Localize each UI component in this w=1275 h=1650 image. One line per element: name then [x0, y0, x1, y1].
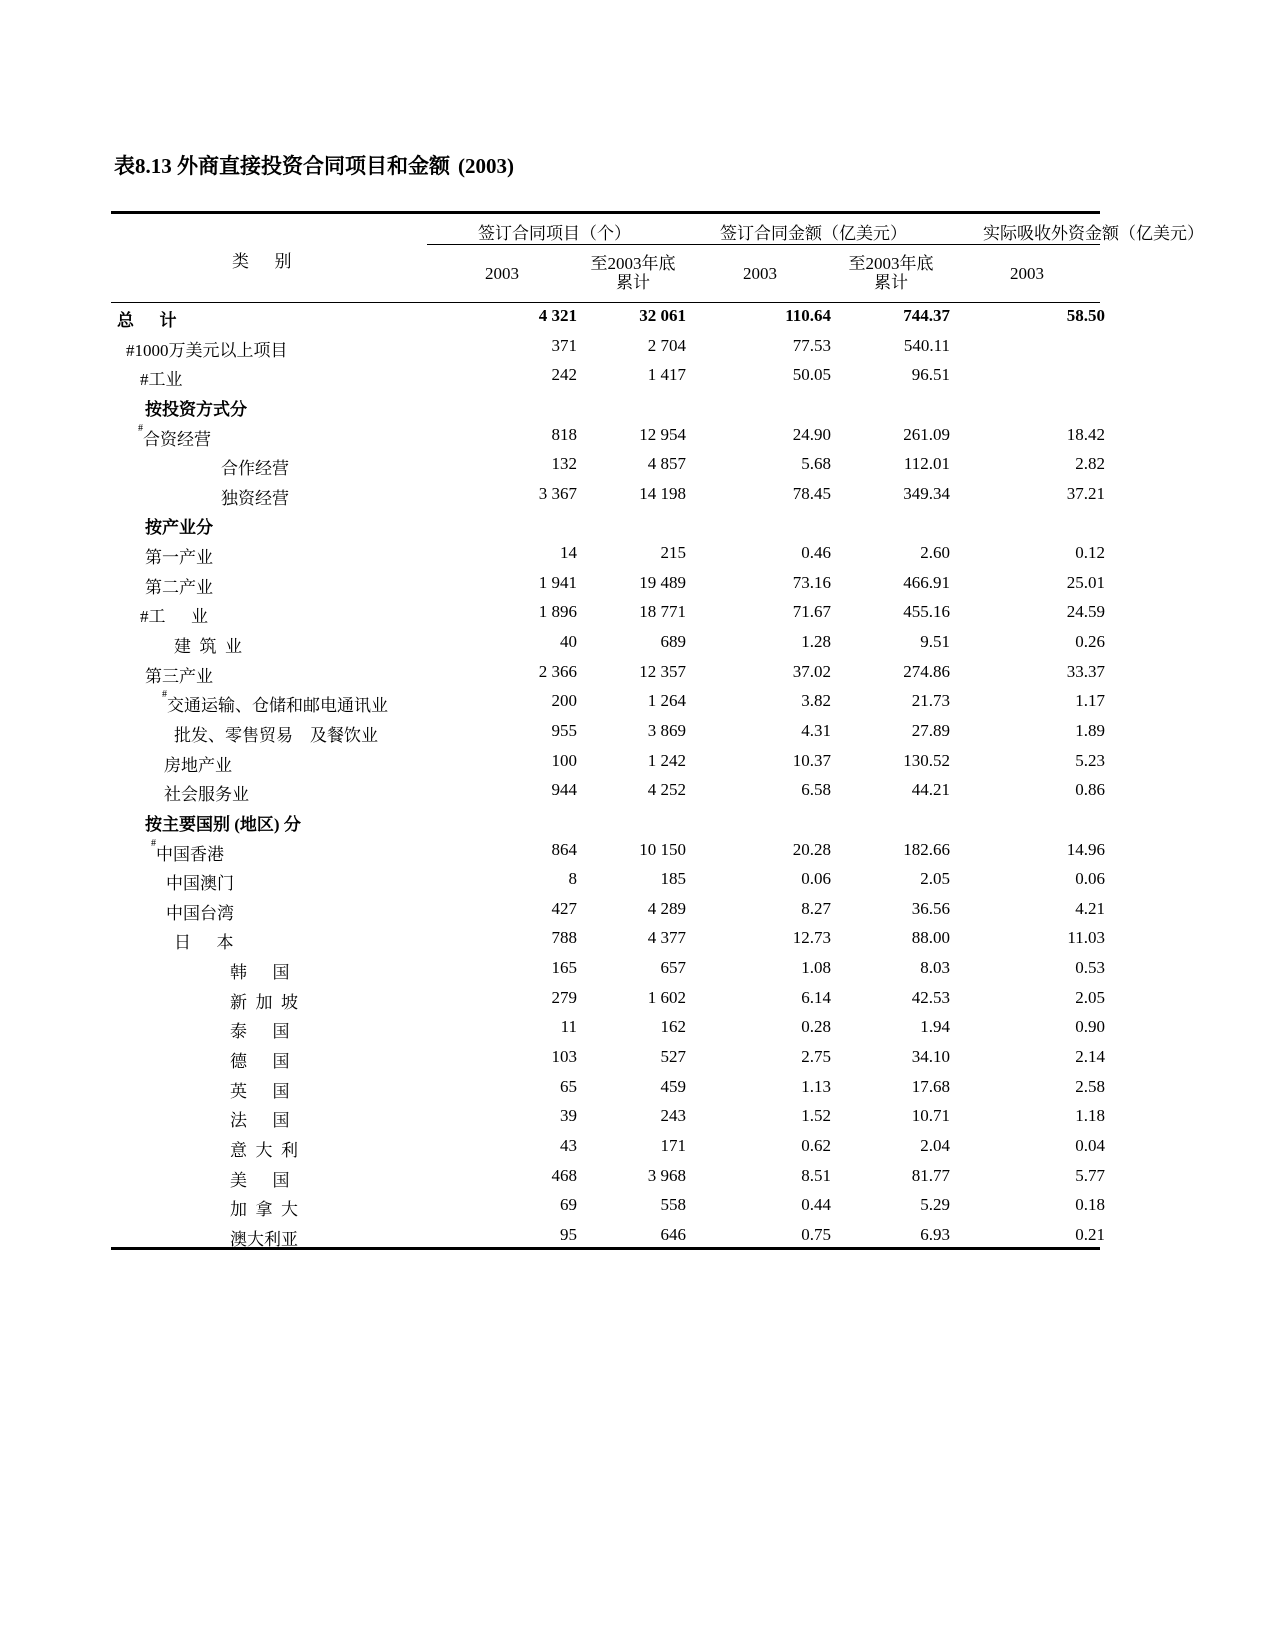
cell-col-5: 0.06 — [1075, 869, 1105, 889]
cell-col-2: 4 289 — [647, 898, 686, 918]
row-label-text: 按投资方式分 — [145, 399, 247, 419]
row-label-text: 按产业分 — [145, 518, 213, 538]
cell-col-5: 1.18 — [1075, 1106, 1105, 1126]
cell-col-3: 110.64 — [785, 306, 831, 325]
cell-col-1: 43 — [560, 1135, 577, 1155]
cell-col-5: 0.90 — [1075, 1017, 1105, 1037]
header-year-2: 2003 — [743, 264, 777, 283]
cell-col-1: 371 — [551, 335, 577, 355]
cell-col-2: 12 357 — [639, 661, 686, 681]
cell-col-1: 95 — [560, 1224, 577, 1244]
cell-col-1: 103 — [551, 1047, 577, 1066]
row-label — [151, 837, 224, 865]
cell-col-4: 744.37 — [903, 306, 950, 325]
table-row — [0, 395, 1275, 424]
header-cumulative-1: 至2003年底 累计 — [590, 254, 676, 292]
row-label-text: 英 国 — [230, 1081, 290, 1101]
row-label-text: #工业 — [140, 370, 183, 390]
cell-col-2: 4 857 — [647, 454, 686, 474]
table-row — [0, 721, 1275, 750]
cell-col-1: 2 366 — [538, 661, 577, 681]
footnote-mark: # — [138, 422, 143, 434]
row-label-text: 意 大 利 — [230, 1140, 298, 1160]
cell-col-5: 0.04 — [1075, 1135, 1105, 1155]
cell-col-3: 0.06 — [801, 869, 831, 889]
cell-col-4: 9.51 — [920, 632, 950, 652]
cell-col-4: 8.03 — [920, 958, 950, 978]
row-label-text: 建 筑 业 — [174, 637, 242, 657]
cell-col-5: 37.21 — [1066, 483, 1105, 503]
cell-col-5: 0.18 — [1075, 1195, 1105, 1215]
row-label — [230, 1166, 290, 1191]
cell-col-5: 4.21 — [1075, 898, 1105, 918]
row-label — [174, 632, 242, 657]
cell-col-4: 81.77 — [911, 1165, 950, 1185]
row-label-text: 美 国 — [230, 1170, 290, 1190]
row-label — [145, 810, 301, 835]
cell-col-2: 162 — [660, 1017, 686, 1037]
cell-col-3: 50.05 — [792, 365, 831, 385]
cell-col-3: 6.14 — [801, 987, 831, 1007]
cell-col-3: 10.37 — [792, 750, 831, 770]
cell-col-3: 12.73 — [792, 928, 831, 948]
cell-col-4: 36.56 — [911, 898, 950, 918]
cell-col-5: 2.05 — [1075, 987, 1105, 1007]
row-label-text: 新 加 坡 — [230, 992, 298, 1012]
header-year-3: 2003 — [1010, 264, 1044, 283]
table-row — [0, 1047, 1275, 1076]
cell-col-2: 1 417 — [647, 365, 686, 385]
cell-col-1: 40 — [560, 632, 577, 652]
cell-col-2: 18 771 — [639, 602, 686, 622]
row-label-text: 法 国 — [230, 1111, 290, 1131]
cell-col-2: 32 061 — [639, 306, 686, 325]
row-label-text: 中国澳门 — [166, 874, 234, 894]
cell-col-2: 527 — [660, 1047, 686, 1066]
cell-col-4: 2.60 — [920, 543, 950, 563]
cell-col-5: 0.53 — [1075, 958, 1105, 978]
header-bottom-rule — [111, 302, 1100, 303]
row-label — [230, 1077, 290, 1102]
row-label-text: 澳大利亚 — [230, 1229, 298, 1249]
row-label — [126, 336, 288, 361]
row-label-text: 德 国 — [230, 1052, 290, 1071]
cell-col-5: 18.42 — [1066, 424, 1105, 444]
row-label — [145, 395, 247, 420]
cell-col-1: 65 — [560, 1076, 577, 1096]
cell-col-5: 14.96 — [1066, 839, 1105, 859]
page-title — [114, 150, 514, 180]
row-label — [145, 662, 213, 687]
header-year-1: 2003 — [485, 264, 519, 283]
row-label — [230, 1047, 290, 1072]
cell-col-1: 100 — [551, 750, 577, 770]
cell-col-3: 2.75 — [801, 1047, 831, 1066]
cell-col-3: 78.45 — [792, 483, 831, 503]
cell-col-3: 0.44 — [801, 1195, 831, 1215]
cell-col-4: 274.86 — [903, 661, 950, 681]
cell-col-1: 944 — [551, 780, 577, 800]
cell-col-2: 1 602 — [647, 987, 686, 1007]
table-row — [0, 336, 1275, 365]
cell-col-2: 215 — [660, 543, 686, 563]
cell-col-5: 58.50 — [1066, 306, 1105, 325]
cell-col-4: 34.10 — [911, 1047, 950, 1066]
row-label — [230, 1136, 298, 1161]
cell-col-3: 8.27 — [801, 898, 831, 918]
cell-col-4: 2.05 — [920, 869, 950, 889]
row-label — [166, 869, 234, 894]
row-label-text: 独资经营 — [221, 488, 289, 508]
cell-col-4: 44.21 — [911, 780, 950, 800]
row-label — [230, 988, 298, 1013]
title-year: (2003) — [458, 154, 514, 178]
row-label — [230, 1106, 290, 1131]
table-row — [0, 958, 1275, 987]
cell-col-1: 39 — [560, 1106, 577, 1126]
row-label — [221, 484, 289, 509]
cell-col-3: 20.28 — [792, 839, 831, 859]
cell-col-5: 5.23 — [1075, 750, 1105, 770]
cell-col-1: 1 896 — [538, 602, 577, 622]
cell-col-5: 2.82 — [1075, 454, 1105, 474]
cell-col-2: 10 150 — [639, 839, 686, 859]
cell-col-5: 0.86 — [1075, 780, 1105, 800]
cell-col-5: 0.26 — [1075, 632, 1105, 652]
cell-col-3: 0.75 — [801, 1224, 831, 1244]
table-row — [0, 810, 1275, 839]
cell-col-3: 1.28 — [801, 632, 831, 652]
row-label-text: 总 计 — [117, 311, 177, 330]
row-label — [162, 691, 388, 716]
table-row — [0, 928, 1275, 957]
cell-col-2: 657 — [660, 958, 686, 978]
table-row — [0, 691, 1275, 720]
cell-col-4: 182.66 — [903, 839, 950, 859]
header-group-amount: 签订合同金额（亿美元） — [720, 224, 907, 243]
row-label-text: 批发、零售贸易 及餐饮业 — [174, 725, 378, 745]
table-row — [0, 632, 1275, 661]
cell-col-4: 27.89 — [911, 720, 950, 740]
cell-col-5: 2.14 — [1075, 1047, 1105, 1066]
row-label-text: 交通运输、仓储和邮电通讯业 — [167, 696, 388, 716]
cell-col-4: 42.53 — [911, 987, 950, 1007]
header-category: 类 别 — [232, 252, 292, 271]
cell-col-4: 2.04 — [920, 1135, 950, 1155]
row-label-text: 泰 国 — [230, 1022, 290, 1042]
header-cumulative-2: 至2003年底 累计 — [848, 254, 934, 292]
cell-col-2: 1 242 — [647, 750, 686, 770]
table-row — [0, 543, 1275, 572]
row-label — [174, 721, 378, 746]
cell-col-2: 2 704 — [647, 335, 686, 355]
cell-col-2: 4 252 — [647, 780, 686, 800]
cell-col-3: 3.82 — [801, 691, 831, 711]
cell-col-2: 558 — [660, 1195, 686, 1215]
row-label — [164, 780, 249, 805]
cell-col-3: 1.13 — [801, 1076, 831, 1096]
footnote-mark: # — [162, 689, 167, 701]
row-label-text: 合资经营 — [143, 429, 211, 449]
footnote-mark: # — [151, 837, 156, 849]
cell-col-1: 427 — [551, 898, 577, 918]
cell-col-1: 955 — [551, 720, 577, 740]
table-row — [0, 1166, 1275, 1195]
cell-col-1: 279 — [551, 987, 577, 1007]
row-label — [174, 928, 234, 953]
row-label-text: 中国台湾 — [166, 903, 234, 923]
cell-col-5: 1.17 — [1075, 691, 1105, 711]
cell-col-4: 466.91 — [903, 572, 950, 592]
header-group-actual: 实际吸收外资金额（亿美元） — [983, 224, 1204, 243]
cell-col-1: 132 — [551, 454, 577, 474]
cell-col-2: 3 968 — [647, 1165, 686, 1185]
row-label-text: 第一产业 — [145, 548, 213, 568]
table-row — [0, 454, 1275, 483]
row-label-text: 合作经营 — [221, 459, 289, 479]
cell-col-4: 261.09 — [903, 424, 950, 444]
table-row — [0, 513, 1275, 542]
row-label — [230, 1225, 298, 1250]
cell-col-5: 33.37 — [1066, 661, 1105, 681]
cell-col-3: 0.62 — [801, 1135, 831, 1155]
row-label — [230, 1017, 290, 1042]
cell-col-3: 5.68 — [801, 454, 831, 474]
cell-col-2: 3 869 — [647, 720, 686, 740]
cell-col-4: 10.71 — [911, 1106, 950, 1126]
cell-col-2: 4 377 — [647, 928, 686, 948]
row-label — [140, 602, 208, 627]
table-row — [0, 422, 1275, 454]
row-label — [138, 422, 211, 450]
cell-col-5: 24.59 — [1066, 602, 1105, 622]
row-label — [145, 573, 213, 598]
cell-col-4: 130.52 — [903, 750, 950, 770]
cell-col-3: 1.52 — [801, 1106, 831, 1126]
top-rule — [111, 211, 1100, 214]
table-row — [0, 1136, 1275, 1165]
cell-col-5: 0.21 — [1075, 1224, 1105, 1244]
cell-col-2: 12 954 — [639, 424, 686, 444]
header-group-contracts: 签订合同项目（个） — [478, 224, 631, 243]
cell-col-3: 6.58 — [801, 780, 831, 800]
row-label — [145, 513, 213, 538]
cell-col-4: 96.51 — [911, 365, 950, 385]
cell-col-2: 1 264 — [647, 691, 686, 711]
cell-col-1: 468 — [551, 1165, 577, 1185]
row-label-text: #1000万美元以上项目 — [126, 340, 288, 360]
cell-col-4: 21.73 — [911, 691, 950, 711]
table-row — [0, 1017, 1275, 1046]
cell-col-3: 8.51 — [801, 1165, 831, 1185]
cell-col-1: 8 — [568, 869, 577, 889]
cell-col-1: 69 — [560, 1195, 577, 1215]
table-row — [0, 899, 1275, 928]
cell-col-5: 2.58 — [1075, 1076, 1105, 1096]
row-label — [117, 306, 177, 331]
cell-col-1: 200 — [551, 691, 577, 711]
cell-col-5: 11.03 — [1067, 928, 1105, 948]
cell-col-1: 242 — [551, 365, 577, 385]
cell-col-5: 25.01 — [1066, 572, 1105, 592]
cell-col-3: 37.02 — [792, 661, 831, 681]
row-label-text: 第二产业 — [145, 577, 213, 597]
row-label-text: 第三产业 — [145, 666, 213, 686]
cell-col-3: 77.53 — [792, 335, 831, 355]
table-row — [0, 1106, 1275, 1135]
cell-col-1: 4 321 — [538, 306, 577, 325]
cell-col-4: 349.34 — [903, 483, 950, 503]
cell-col-3: 71.67 — [792, 602, 831, 622]
cell-col-2: 646 — [660, 1224, 686, 1244]
row-label-text: 加 拿 大 — [230, 1200, 298, 1220]
row-label-text: #工 业 — [140, 607, 208, 627]
cell-col-2: 14 198 — [639, 483, 686, 503]
cell-col-3: 4.31 — [801, 720, 831, 740]
cell-col-1: 3 367 — [538, 483, 577, 503]
row-label — [140, 365, 183, 390]
row-label-text: 房地产业 — [164, 755, 232, 775]
table-row — [0, 602, 1275, 631]
table-row — [0, 484, 1275, 513]
cell-col-1: 788 — [551, 928, 577, 948]
row-label-text: 中国香港 — [156, 844, 224, 864]
table-row — [0, 1077, 1275, 1106]
cell-col-4: 455.16 — [903, 602, 950, 622]
cell-col-4: 5.29 — [920, 1195, 950, 1215]
table-row — [0, 988, 1275, 1017]
cell-col-3: 0.28 — [801, 1017, 831, 1037]
cell-col-1: 818 — [551, 424, 577, 444]
row-label — [164, 751, 232, 776]
cell-col-4: 1.94 — [920, 1017, 950, 1037]
cell-col-2: 689 — [660, 632, 686, 652]
cell-col-3: 73.16 — [792, 572, 831, 592]
cell-col-5: 5.77 — [1075, 1165, 1105, 1185]
cell-col-2: 171 — [660, 1135, 686, 1155]
group-header-rule — [427, 244, 1100, 245]
cell-col-4: 540.11 — [903, 335, 950, 355]
row-label-text: 日 本 — [174, 933, 234, 953]
table-row — [0, 662, 1275, 691]
cell-col-1: 1 941 — [538, 572, 577, 592]
cell-col-4: 17.68 — [911, 1076, 950, 1096]
table-row — [0, 1195, 1275, 1224]
table-row — [0, 837, 1275, 869]
table-row — [0, 306, 1275, 335]
table-row — [0, 780, 1275, 809]
cell-col-3: 0.46 — [801, 543, 831, 563]
cell-col-1: 11 — [560, 1017, 577, 1037]
cell-col-3: 1.08 — [801, 958, 831, 978]
table-row — [0, 869, 1275, 898]
cell-col-4: 88.00 — [911, 928, 950, 948]
table-row — [0, 751, 1275, 780]
cell-col-4: 112.01 — [903, 454, 950, 474]
title-main: 表8.13 外商直接投资合同项目和金额 — [114, 154, 450, 178]
table-row — [0, 1225, 1275, 1254]
row-label-text: 社会服务业 — [164, 785, 249, 805]
cell-col-3: 24.90 — [792, 424, 831, 444]
cell-col-1: 864 — [551, 839, 577, 859]
row-label — [221, 454, 289, 479]
row-label — [230, 1195, 298, 1220]
cell-col-1: 14 — [560, 543, 577, 563]
cell-col-5: 1.89 — [1075, 720, 1105, 740]
cell-col-1: 165 — [551, 958, 577, 978]
table-row — [0, 365, 1275, 394]
row-label-text: 韩 国 — [230, 963, 290, 983]
cell-col-2: 19 489 — [639, 572, 686, 592]
cell-col-4: 6.93 — [920, 1224, 950, 1244]
cell-col-5: 0.12 — [1075, 543, 1105, 563]
row-label — [145, 543, 213, 568]
cell-col-2: 243 — [660, 1106, 686, 1126]
cell-col-2: 185 — [660, 869, 686, 889]
table-row — [0, 573, 1275, 602]
row-label — [230, 958, 290, 983]
cell-col-2: 459 — [660, 1076, 686, 1096]
row-label-text: 按主要国别 (地区) 分 — [145, 814, 301, 834]
row-label — [166, 899, 234, 924]
